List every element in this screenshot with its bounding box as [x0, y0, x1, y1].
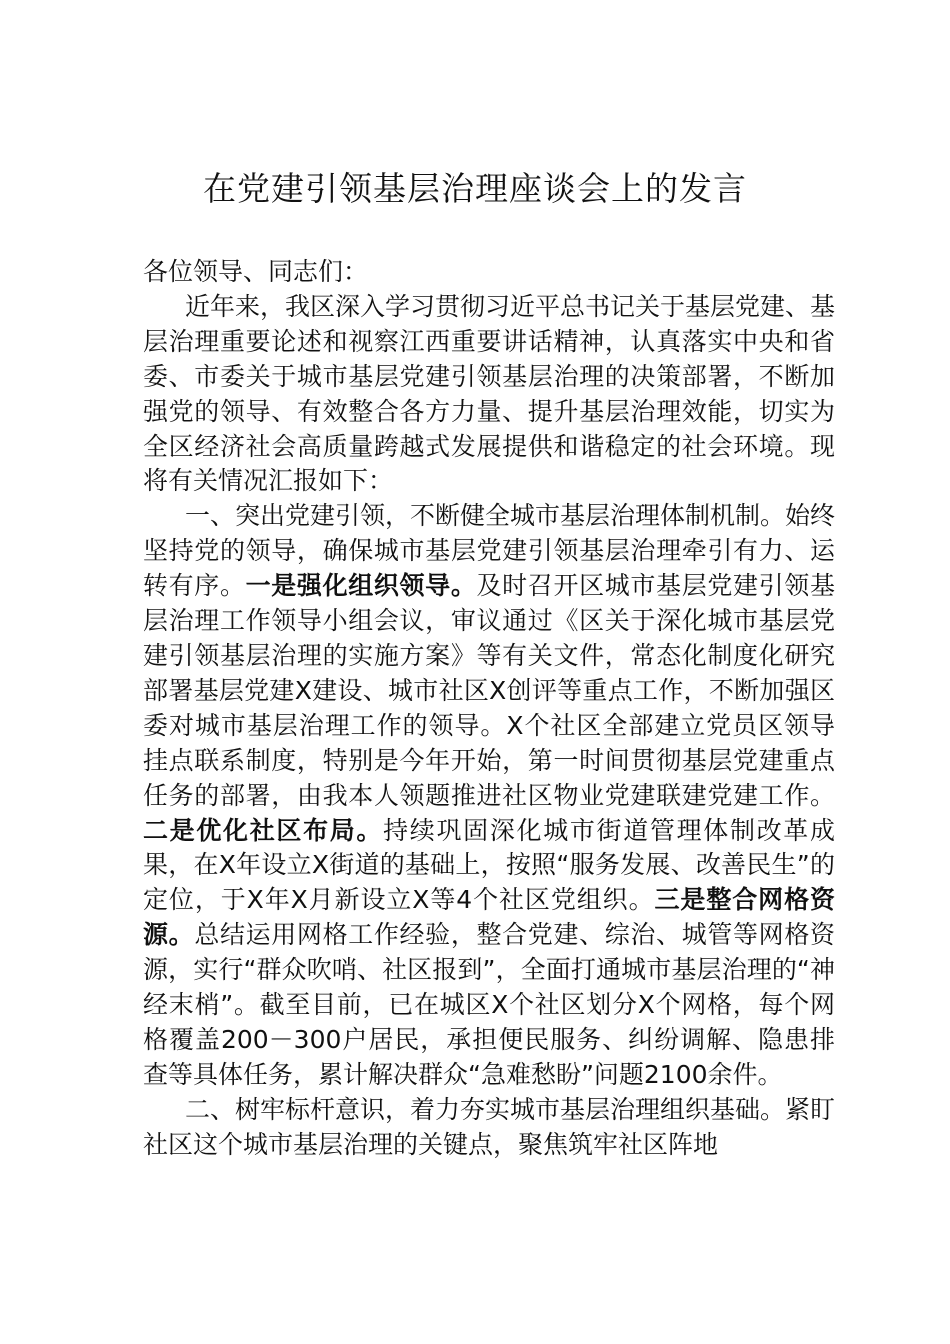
- document-body: [143, 255, 835, 1163]
- section-one-lead: 一、突出党建引领，不断健全城市基层治理体制机制。始终坚持党的领导，确保城市基层党建引领基层治理牵引有力、运转有序。: [143, 501, 836, 601]
- point-three-text: 总结运用网格工作经验，整合党建、综治、城管等网格资源，实行“群众吹哨、社区报到”，全面打通城市基层治理的“神经末梢”。截至目前，已在城区X个社区划分X个网格，每个网格覆盖200－300户居民，承担便民服务、纠纷调解、隐患排查等具体任务，累计解决群众“急难愁盼”问题2100余件。: [143, 920, 835, 1089]
- paragraph-intro: 近年来，我区深入学习贯彻习近平总书记关于基层党建、基层治理重要论述和视察江西重要讲话精神，认真落实中央和省委、市委关于城市基层党建引领基层治理的决策部署，不断加强党的领导、有效整合各方力量、提升基层治理效能，切实为全区经济社会高质量跨越式发展提供和谐稳定的社会环境。现将有关情况汇报如下：: [143, 291, 836, 496]
- salutation: 各位领导、同志们：: [143, 257, 369, 286]
- point-one-heading: 一是强化组织领导。: [245, 571, 477, 601]
- point-one-text: 及时召开区城市基层党建引领基层治理工作领导小组会议，审议通过《区关于深化城市基层党建引领基层治理的实施方案》等有关文件，常态化制度化研究部署基层党建X建设、城市社区X创评等重点工作，不断加强区委对城市基层治理工作的领导。X个社区全部建立党员区领导挂点联系制度，特别是今年开始，第一时间贯彻基层党建重点任务的部署，由我本人领题推进社区物业党建联建党建工作。: [143, 571, 835, 810]
- document-title: 在党建引领基层治理座谈会上的发言: [203, 169, 747, 208]
- point-three-heading: 三是整合网格资源。: [143, 885, 835, 950]
- point-two-heading: 二是优化社区布局。: [143, 815, 384, 845]
- paragraph-section-two: 二、树牢标杆意识，着力夯实城市基层治理组织基础。紧盯社区这个城市基层治理的关键点，聚焦筑牢社区阵地: [143, 1094, 836, 1159]
- paragraph-section-one: [143, 499, 835, 1092]
- point-two-text: 持续巩固深化城市街道管理体制改革成果，在X年设立X街道的基础上，按照“服务发展、改善民生”的定位，于X年X月新设立X等4个社区党组织。: [143, 815, 835, 915]
